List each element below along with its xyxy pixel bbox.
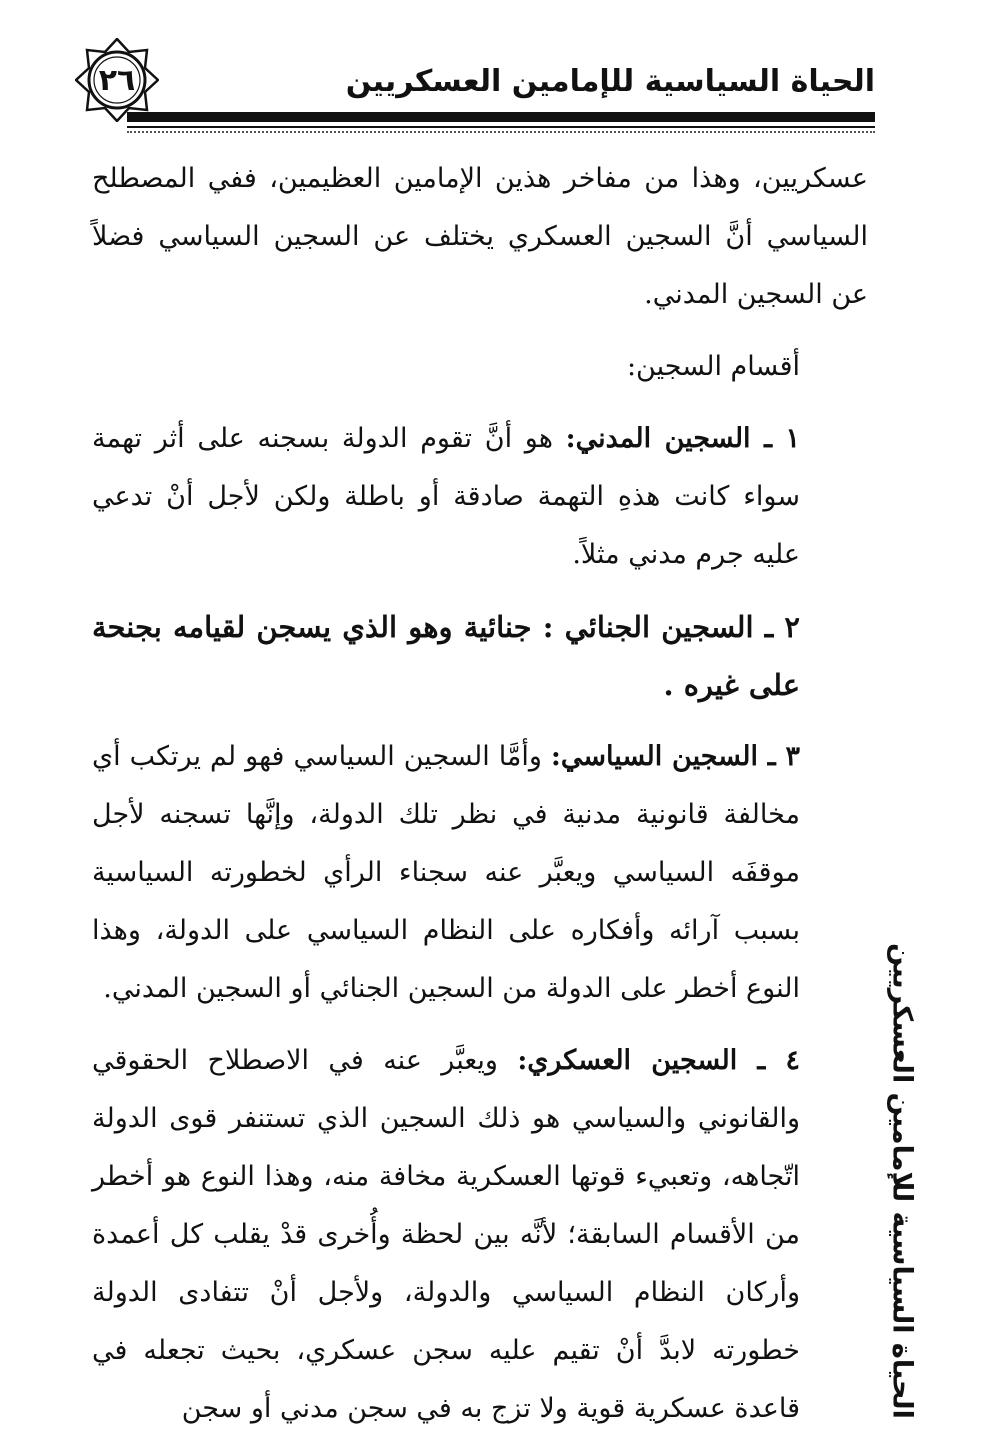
item-political-label: ٣ ـ السجين السياسي: [550,741,801,772]
item-political-prisoner [92,728,868,1018]
page-number-badge [75,38,159,122]
item-military-prisoner [92,1032,868,1438]
item-military-label: ٤ ـ السجين العسكري: [517,1045,800,1076]
item-civil-prisoner [92,410,868,584]
side-title-text: الحياة السياسية للإمامين العسكريين [886,943,918,1419]
sections-heading: أقسام السجين: [626,351,800,382]
page-number: ٢٦ [98,62,136,98]
body-text [92,150,868,1452]
header-rule-thin [127,126,875,128]
item-military-text: ويعبَّر عنه في الاصطلاح الحقوقي والقانوني والسياسي هو ذلك السجين الذي تستنفر قوى الدولة اتّجاهه، وتعبيء قوتها العسكرية مخافة منه، وهذا النوع هو أخطر من الأقسام السابقة؛ لأنَّه بين لحظة وأُخرى قدْ يقلب كل أعمدة وأركان النظام السياسي والدولة، ولأجل أنْ تتفادى الدولة خطورته لابدَّ أنْ تقيم عليه سجن عسكري، بحيث تجعله في قاعدة عسكرية قوية ولا تزج به في سجن مدني أو سجن [92,1045,800,1424]
item-civil-text: هو أنَّ تقوم الدولة بسجنه على أثر تهمة سواء كانت هذهِ التهمة صادقة أو باطلة ولكن لأجل أنْ تدعي عليه جرم مدني مثلاً. [92,423,800,570]
header-rule-dotted [127,131,875,133]
item-criminal-prisoner: ٢ ـ السجين الجنائي : جنائية وهو الذي يسجن لقيامه بجنحة على غيره . [92,610,800,702]
item-civil-label: ١ ـ السجين المدني: [565,423,800,454]
paragraph-1: عسكريين، وهذا من مفاخر هذين الإمامين العظيمين، ففي المصطلح السياسي أنَّ السجين العسكري يختلف عن السجين السياسي فضلاً عن السجين المدني. [92,163,868,310]
running-title: الحياة السياسية للإمامين العسكريين [345,64,875,99]
header-rule-thick [127,112,875,122]
side-running-title [870,943,934,1419]
page-header [75,30,875,140]
item-political-text: وأمَّا السجين السياسي فهو لم يرتكب أي مخالفة قانونية مدنية في نظر تلك الدولة، وإنَّها تسجنه لأجل موقفَه السياسي ويعبَّر عنه سجناء الرأي لخطورته السياسية بسبب آرائه وأفكاره على النظام السياسي على الدولة، وهذا النوع أخطر على الدولة من السجين الجنائي أو السجين المدني. [92,741,800,1004]
